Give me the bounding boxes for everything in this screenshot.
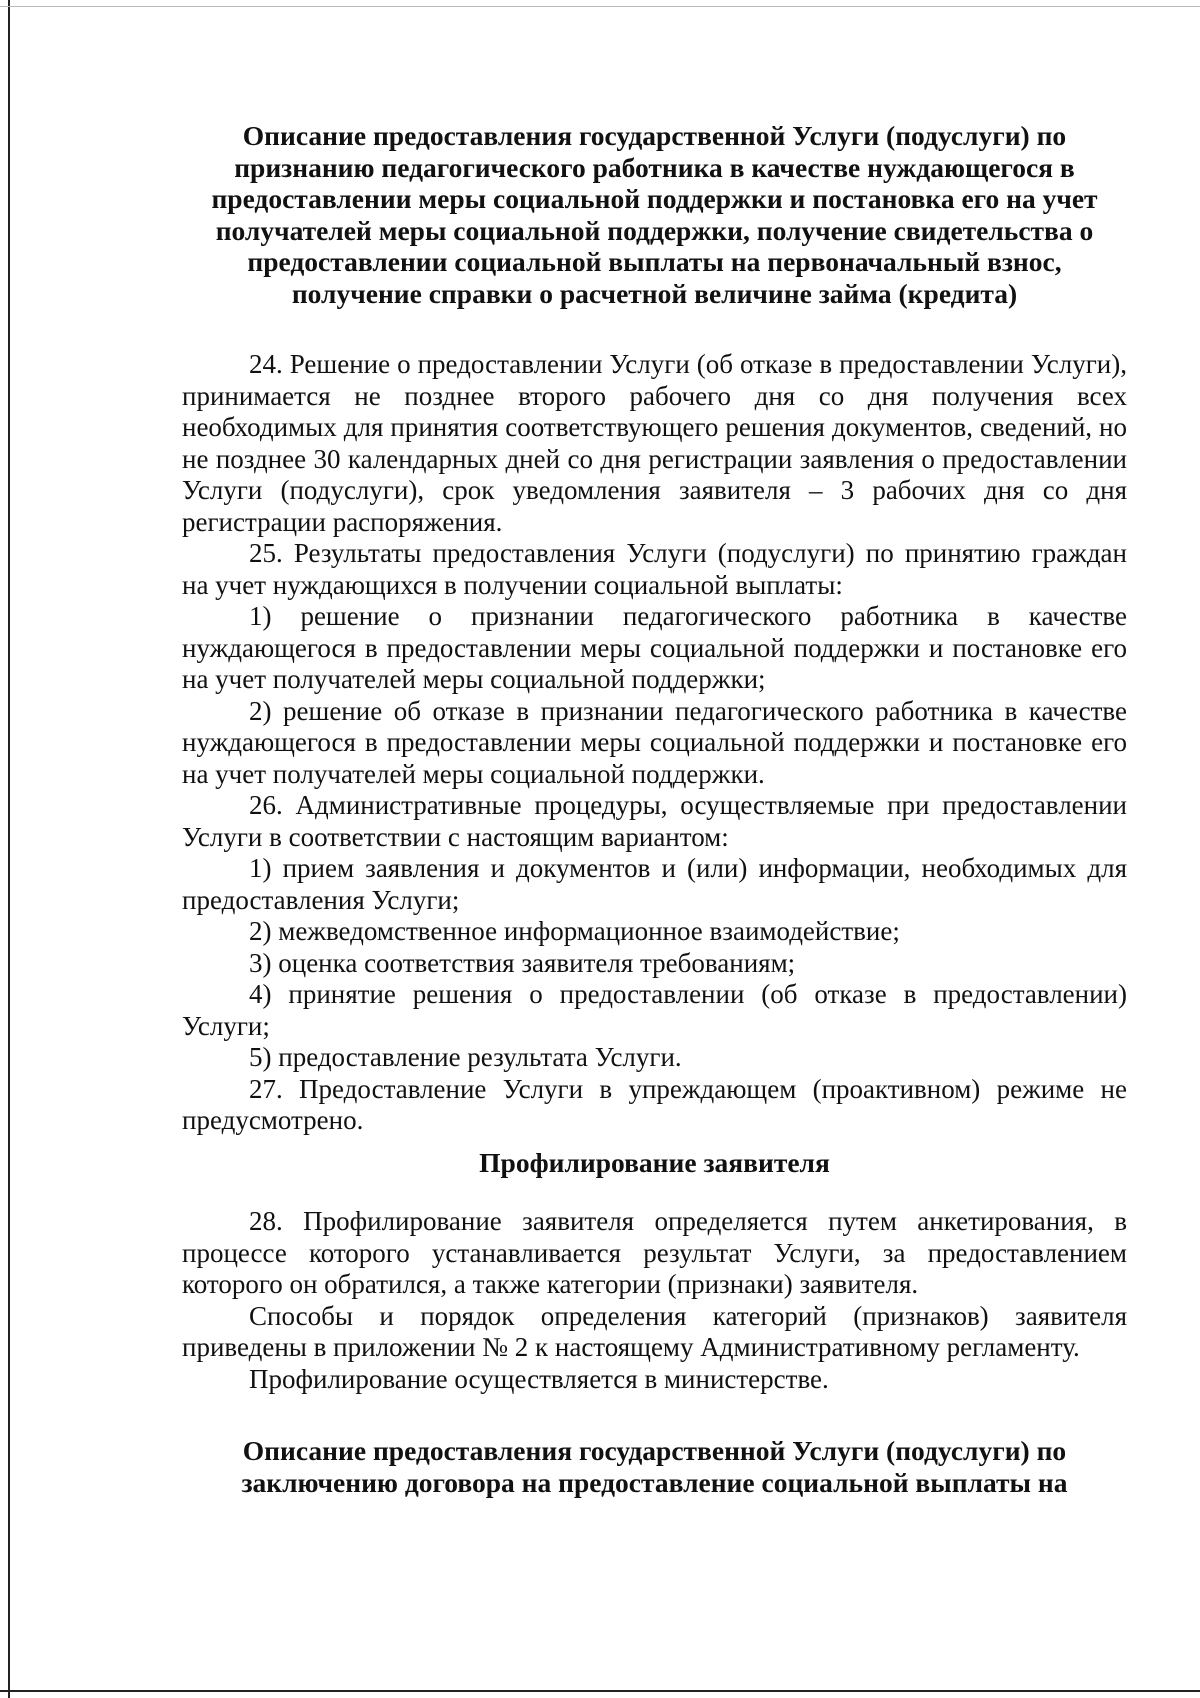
paragraph-26-item-2: 2) межведомственное информационное взаимодействие; (249, 916, 900, 946)
scan-edge-bottom (0, 1690, 1200, 1692)
section-heading-service-description (182, 120, 1127, 309)
paragraph-28-ministry: Профилирование осуществляется в министерстве. (249, 1363, 829, 1394)
heading-line: Описание предоставления государственной Услуги (подуслуги) по (242, 1435, 1067, 1466)
paragraph-26-item-4: 4) принятие решения о предоставлении (об отказе в предоставлении) Услуги; (182, 979, 1127, 1041)
section-heading-applicant-profiling: Профилирование заявителя (479, 1146, 830, 1178)
section-heading-contract-description (182, 1435, 1127, 1498)
paragraph-25-item-2: 2) решение об отказе в признании педагогического работника в качестве нуждающегося в предоставлении меры социальной поддержки и постановке его на учет получателей меры социальной поддержки. (182, 695, 1127, 789)
scan-edge-top (0, 6, 1200, 7)
paragraph-28: 28. Профилирование заявителя определяется путем анкетирования, в процессе которого устанавливается результат Услуги, за предоставлением которого он обратился, а также категории (признаки) заявителя. (182, 1206, 1127, 1299)
paragraph-27: 27. Предоставление Услуги в упреждающем (проактивном) режиме не предусмотрено. (182, 1073, 1127, 1135)
paragraph-26-item-5: 5) предоставление результата Услуги. (249, 1042, 682, 1072)
heading-line: заключению договора на предоставление социальной выплаты на (241, 1466, 1068, 1498)
paragraph-25-item-1: 1) решение о признании педагогического работника в качестве нуждающегося в предоставлении меры социальной поддержки и постановке его на учет получателей меры социальной поддержки; (182, 601, 1127, 694)
heading-line: получение справки о расчетной величине займа (кредита) (291, 277, 1018, 309)
paragraph-24: 24. Решение о предоставлении Услуги (об отказе в предоставлении Услуги), принимается не позднее второго рабочего дня со дня получения всех необходимых для принятия соответствующего решения документов, сведений, но не позднее 30 календарных дней со дня регистрации заявления о предоставлении Услуги (подуслуги), срок уведомления заявителя – 3 рабочих дня со дня регистрации распоряжения. (182, 349, 1127, 537)
paragraph-26-item-1: 1) прием заявления и документов и (или) информации, необходимых для предоставления Услуги; (182, 853, 1127, 915)
heading-line: предоставлении меры социальной поддержки и постановка его на учет (211, 183, 1098, 214)
paragraph-25: 25. Результаты предоставления Услуги (подуслуги) по принятию граждан на учет нуждающихся в получении социальной выплаты: (182, 538, 1127, 600)
paragraph-28-methods: Способы и порядок определения категорий (признаков) заявителя приведены в приложении № 2 к настоящему Административному регламенту. (182, 1300, 1127, 1362)
heading-line: предоставлении социальной выплаты на первоначальный взнос, (247, 246, 1062, 277)
paragraph-26-item-3: 3) оценка соответствия заявителя требованиям; (249, 947, 796, 978)
paragraph-26: 26. Административные процедуры, осуществляемые при предоставлении Услуги в соответствии с настоящим вариантом: (182, 790, 1127, 852)
document-page (182, 120, 1127, 1498)
heading-line: получателей меры социальной поддержки, получение свидетельства о (215, 214, 1094, 246)
scan-edge-left (8, 0, 10, 1698)
heading-line: признанию педагогического работника в качестве нуждающегося в (234, 151, 1075, 183)
heading-line: Описание предоставления государственной Услуги (подуслуги) по (242, 120, 1067, 151)
